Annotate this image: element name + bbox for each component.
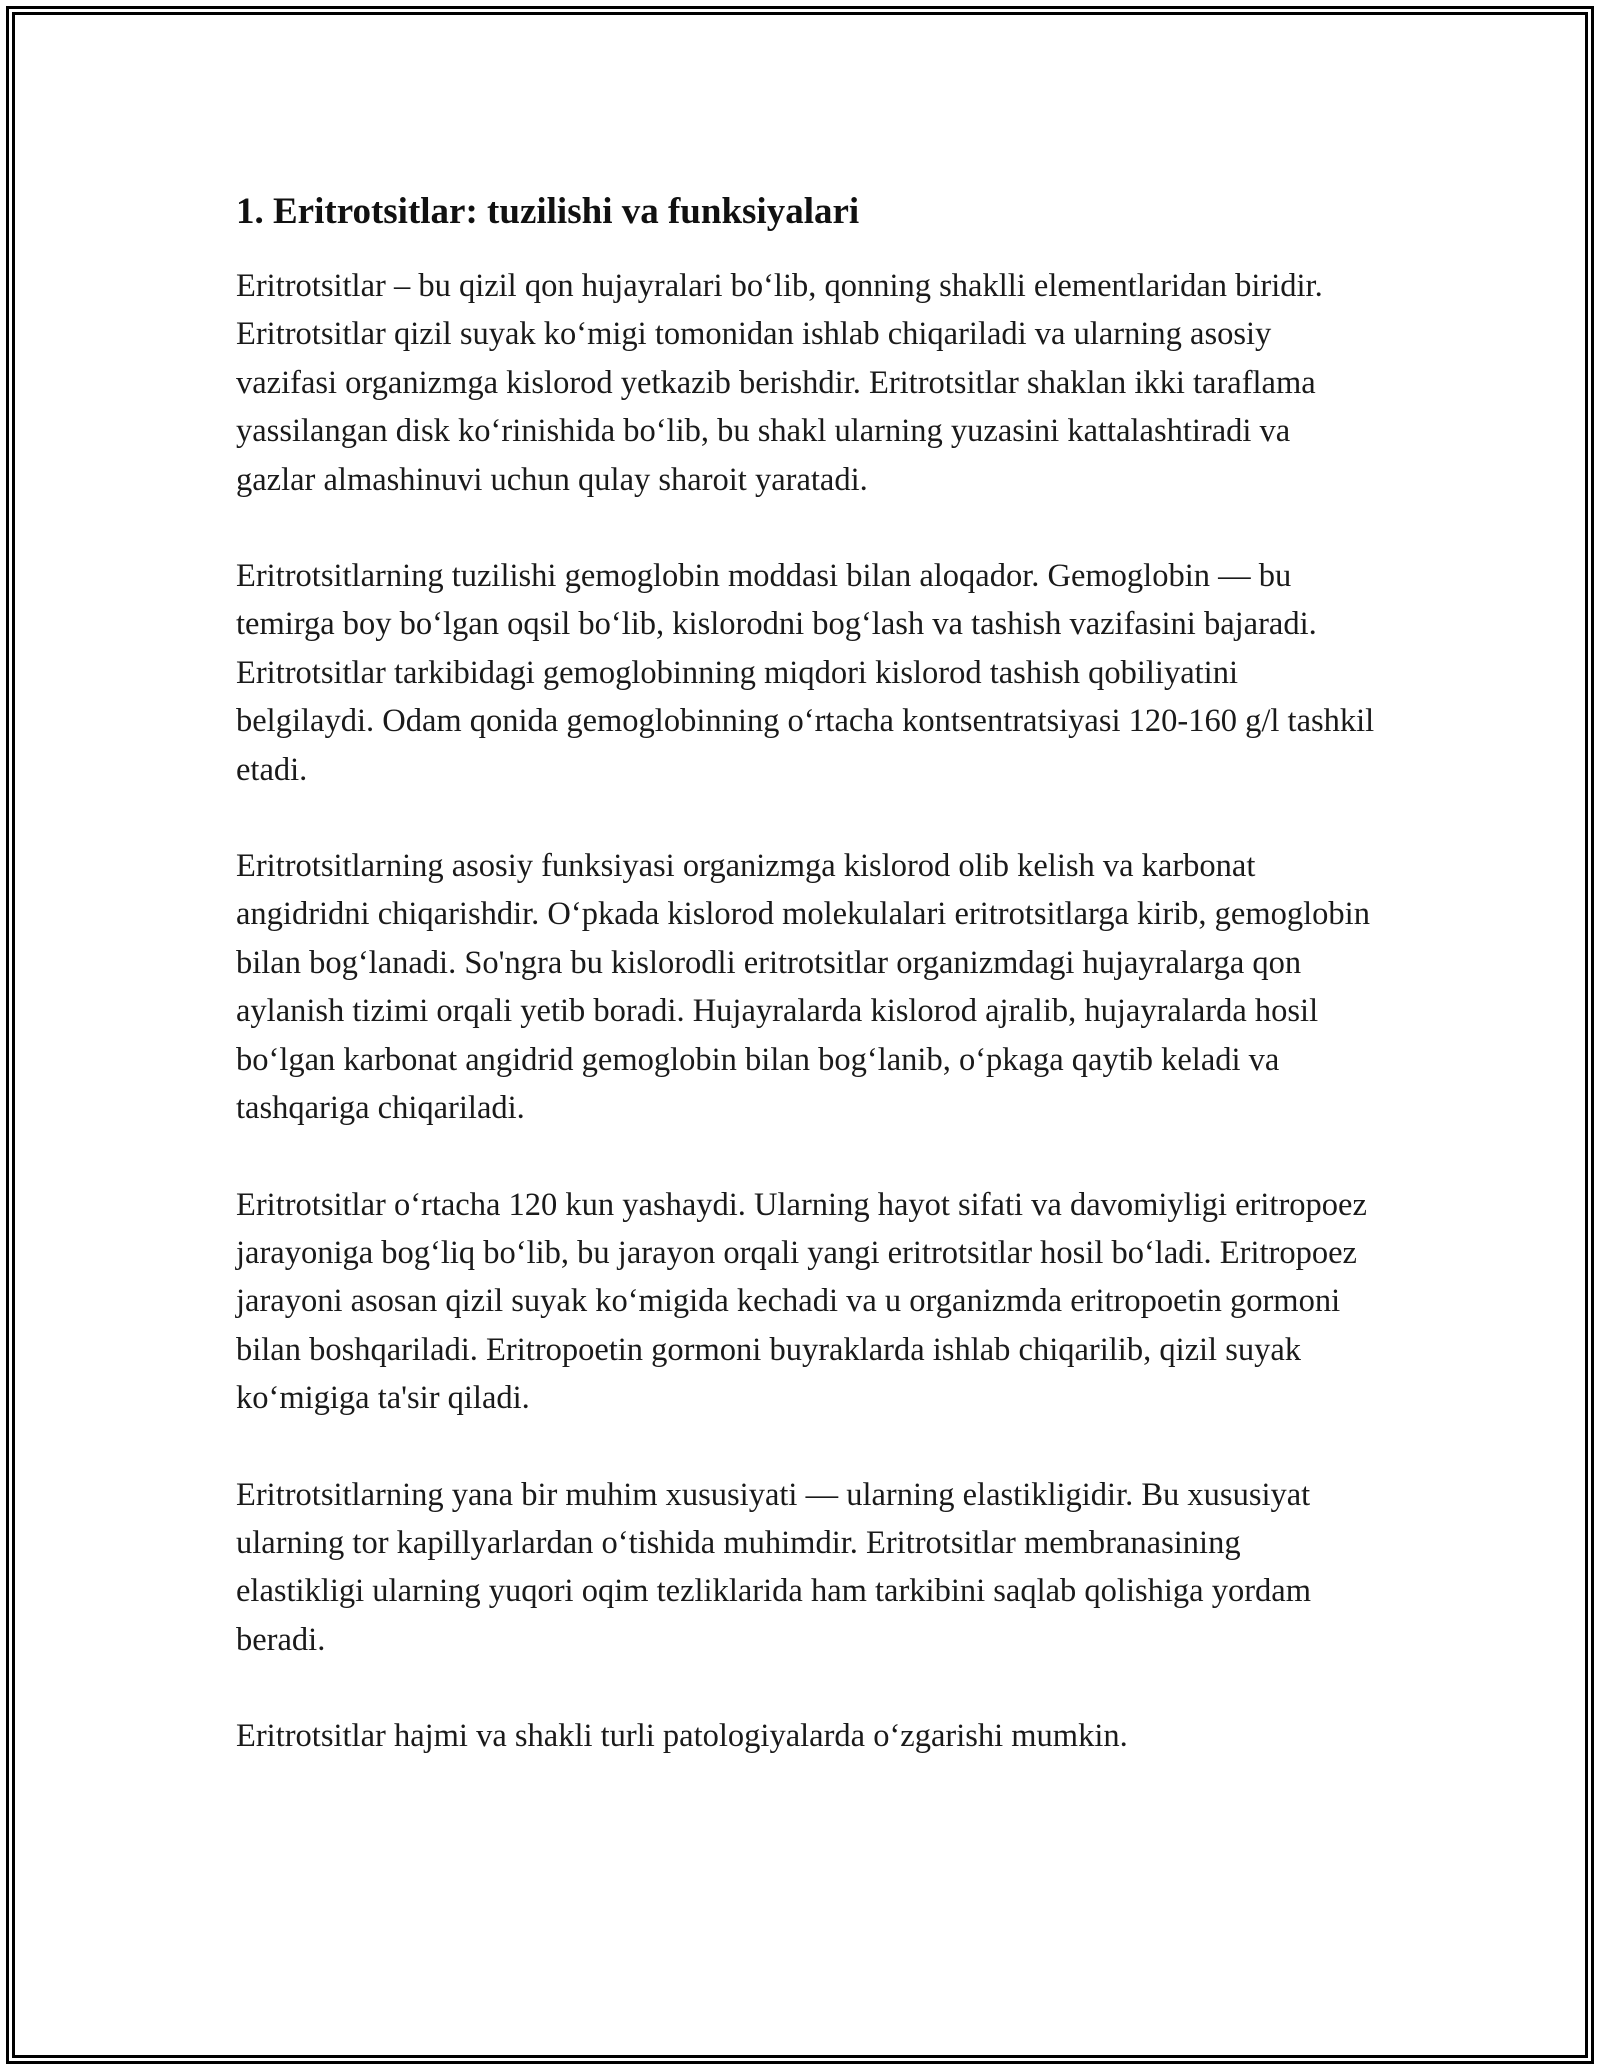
document-title: 1. Eritrotsitlar: tuzilishi va funksiyalari bbox=[236, 191, 860, 232]
paragraph-main-function: Eritrotsitlarning asosiy funksiyasi organizmga kislorod olib kelish va karbonat angidridni chiqarishdir. O‘pkada kislorod molekulalari eritrotsitlarga kirib, gemoglobin bilan bog‘lanadi. So'ngra bu kislorodli eritrotsitlar organizmdagi hujayralarga qon aylanish tizimi orqali yetib boradi. Hujayralarda kislorod ajralib, hujayralarda hosil bo‘lgan karbonat angidrid gemoglobin bilan bog‘lanib, o‘pkaga qaytib keladi va tashqariga chiqariladi. bbox=[236, 848, 1370, 1127]
paragraph-hemoglobin: Eritrotsitlarning tuzilishi gemoglobin moddasi bilan aloqador. Gemoglobin — bu temirga boy bo‘lgan oqsil bo‘lib, kislorodni bog‘lash va tashish vazifasini bajaradi. Eritrotsitlar tarkibidagi gemoglobinning miqdori kislorod tashish qobiliyatini belgilaydi. Odam qonida gemoglobinning o‘rtacha kontsentratsiyasi 120-160 g/l tashkil etadi. bbox=[236, 558, 1375, 788]
paragraph-elasticity: Eritrotsitlarning yana bir muhim xususiyati — ularning elastikligidir. Bu xususiyat ularning tor kapillyarlardan o‘tishida muhimdir. Eritrotsitlar membranasining elastikligi ularning yuqori oqim tezliklarida ham tarkibini saqlab qolishiga yordam beradi. bbox=[236, 1476, 1311, 1658]
paragraph-structure-intro: Eritrotsitlar – bu qizil qon hujayralari bo‘lib, qonning shaklli elementlaridan biridir. Eritrotsitlar qizil suyak ko‘migi tomonidan ishlab chiqariladi va ularning asosiy vazifasi organizmga kislorod yetkazib berishdir. Eritrotsitlar shaklan ikki taraflama yassilangan disk ko‘rinishida bo‘lib, bu shakl ularning yuzasini kattalashtiradi va gazlar almashinuvi uchun qulay sharoit yaratadi. bbox=[236, 268, 1323, 498]
paragraph-lifespan: Eritrotsitlar o‘rtacha 120 kun yashaydi. Ularning hayot sifati va davomiyligi eritropoez jarayoniga bog‘liq bo‘lib, bu jarayon orqali yangi eritrotsitlar hosil bo‘ladi. Eritropoez jarayoni asosan qizil suyak ko‘migida kechadi va u organizmda eritropoetin gormoni bilan boshqariladi. Eritropoetin gormoni buyraklarda ishlab chiqarilib, qizil suyak ko‘migiga ta'sir qiladi. bbox=[236, 1186, 1367, 1417]
document-body bbox=[236, 188, 1376, 1809]
paragraph-pathology: Eritrotsitlar hajmi va shakli turli patologiyalarda o‘zgarishi mumkin. bbox=[236, 1718, 1128, 1755]
